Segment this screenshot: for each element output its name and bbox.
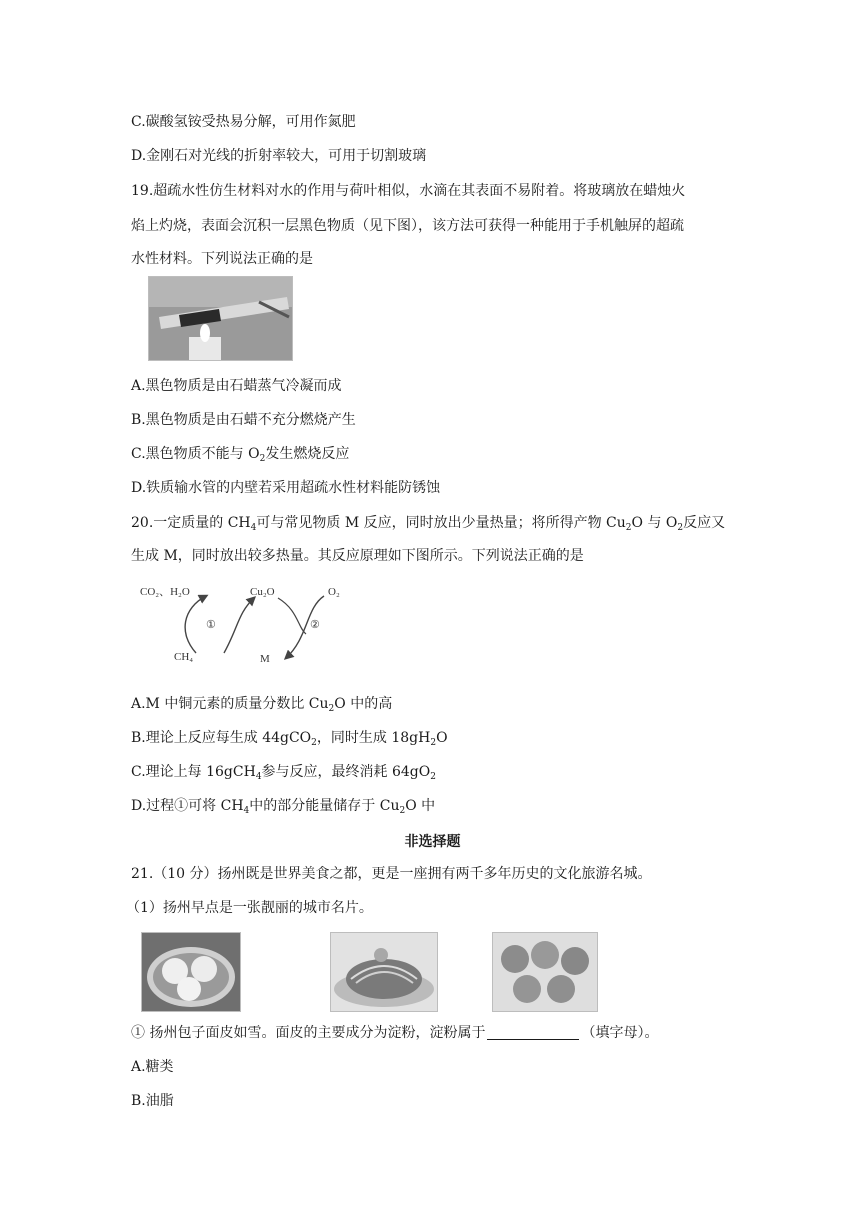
noodles-photo [330, 932, 438, 1012]
reaction-cycle-diagram [138, 578, 358, 670]
q19-option-d: D.铁质输水管的内壁若采用超疏水性材料能防锈蚀 [131, 480, 441, 496]
q21-option-a: A.糖类 [131, 1059, 174, 1075]
arrow-ch4-to-co2 [185, 596, 206, 653]
label-m: M [260, 653, 270, 665]
q19-option-b: B.黑色物质是由石蜡不充分燃烧产生 [131, 412, 356, 428]
label-o2: O₂ [328, 586, 340, 598]
label-co2-h2o: CO₂、H₂O [140, 586, 190, 598]
q20-stem-line1: 20.一定质量的 $CH_4$可与常见物质 M 反应，同时放出少量热量；将所得产物 $Cu_2O$ 与 $O_2$反应又 [131, 515, 726, 533]
q20-option-b: B.理论上反应每生成 44gCO$_2$，同时生成 $18gH_2O$ [131, 730, 448, 748]
label-step2: ② [310, 619, 320, 631]
q20-option-c: C.理论上每 16gCH$_4$参与反应，最终消耗 $64gO_2$ [131, 764, 436, 782]
label-ch4: CH₄ [174, 651, 194, 663]
q18-option-c: C.碳酸氢铵受热易分解，可用作氮肥 [131, 114, 356, 130]
q19-stem-line2: 焰上灼烧，表面会沉积一层黑色物质（见下图），该方法可获得一种能用于手机触屏的超疏 [131, 218, 684, 234]
q18-option-d: D.金刚石对光线的折射率较大，可用于切割玻璃 [131, 148, 427, 164]
q20-option-d: D.过程①可将 $CH_4$中的部分能量储存于 $Cu_2O$ 中 [131, 798, 436, 816]
q21-item-1: ① 扬州包子面皮如雪。面皮的主要成分为淀粉，淀粉属于 （填字母）。 [131, 1025, 659, 1041]
label-cu2o: Cu₂O [250, 586, 275, 598]
q19-option-c: C.黑色物质不能与 $O_2$发生燃烧反应 [131, 446, 350, 464]
section-title: 非选择题 [404, 834, 461, 850]
candle-glass-photo [148, 276, 293, 361]
label-step1: ① [206, 619, 216, 631]
buns-photo [141, 932, 241, 1012]
q21-stem: 21.（10 分）扬州既是世界美食之都，更是一座拥有两千多年历史的文化旅游名城。 [131, 866, 652, 882]
answer-blank[interactable] [487, 1025, 579, 1040]
q20-stem-line2: 生成 M，同时放出较多热量。其反应原理如下图所示。下列说法正确的是 [131, 548, 584, 564]
q19-option-a: A.黑色物质是由石蜡蒸气冷凝而成 [131, 378, 342, 394]
q21-option-b: B.油脂 [131, 1093, 174, 1109]
q19-stem-line1: 19.超疏水性仿生材料对水的作用与荷叶相似，水滴在其表面不易附着。将玻璃放在蜡烛火 [131, 183, 686, 199]
q19-stem-line3: 水性材料。下列说法正确的是 [131, 251, 313, 267]
arrow-m-to-cu2o [224, 598, 254, 653]
q21-subquestion-1: （1）扬州早点是一张靓丽的城市名片。 [126, 900, 373, 916]
q20-option-a: A.M 中铜元素的质量分数比 $Cu_2O$ 中的高 [131, 696, 393, 714]
dumplings-photo [492, 932, 598, 1012]
arc-cu2o-to-o2 [278, 598, 306, 634]
